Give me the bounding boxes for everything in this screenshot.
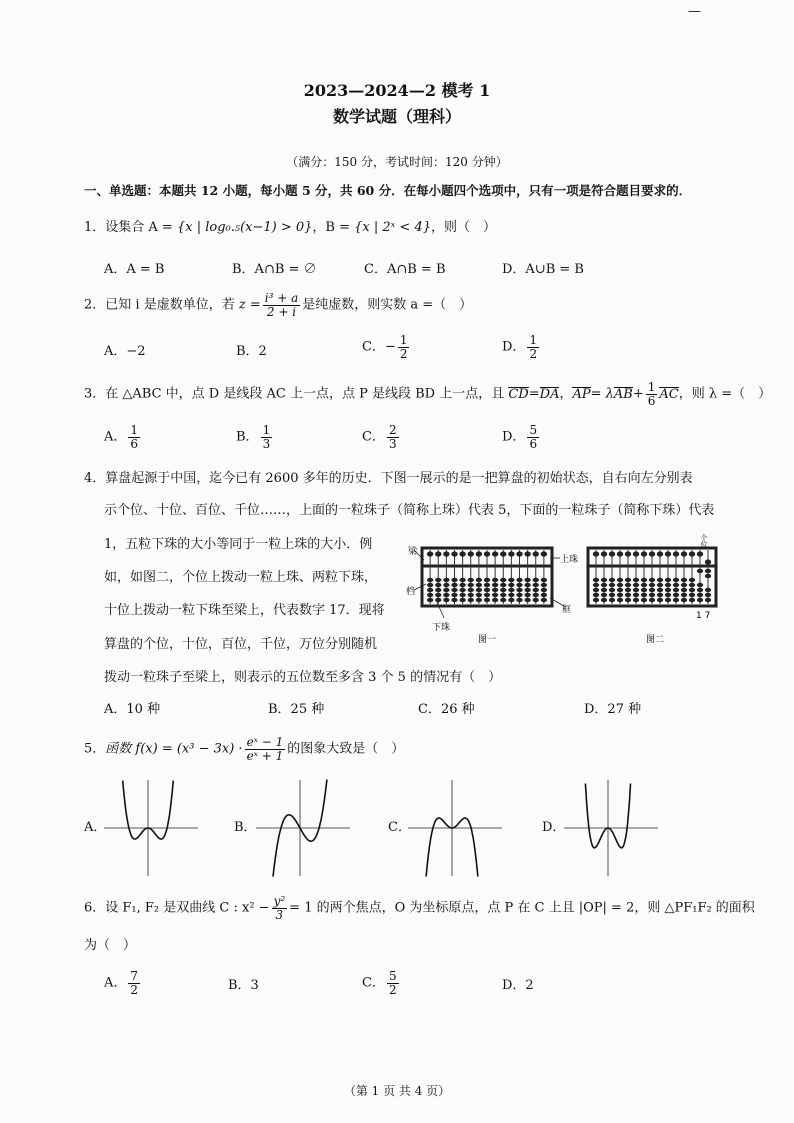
q2-option-d-label: D． [502,339,526,355]
abacus-lower-bead [665,598,671,602]
abacus-lower-bead [609,598,615,602]
abacus-figures [400,528,730,650]
abacus-upper-bead [451,551,457,556]
abacus-lower-bead [508,598,514,602]
abacus-lower-bead [697,593,703,597]
abacus-lower-bead [705,593,711,597]
abacus-lower-bead [705,569,711,573]
abacus-lower-bead [641,588,647,592]
q3-option-d-label: D． [502,429,526,445]
abacus-lower-bead [468,578,474,582]
abacus-lower-bead [657,578,663,582]
abacus-upper-bead [484,551,490,556]
abacus-lower-bead [609,583,615,587]
q6-stem-a: 设 F₁, F₂ 是双曲线 C : x² − [105,900,270,916]
abacus-lower-bead [435,578,441,582]
abacus-lower-bead [625,578,631,582]
abacus-lower-bead [601,588,607,592]
abacus-lower-bead [617,578,623,582]
abacus-lower-bead [641,598,647,602]
abacus-upper-bead [500,551,506,556]
q4-option-c[interactable]: C．26 种 [418,702,475,717]
abacus-lower-bead [541,583,547,587]
abacus-upper-bead [705,559,711,564]
q3-option-a[interactable] [104,424,142,450]
q2-option-c-num: 1 [399,333,408,347]
q6-stem-b: = 1 的两个焦点，O 为坐标原点，点 P 在 C 上且 |OP| = 2，则 △PF₁F₂ 的面积 [289,900,755,916]
abacus-lower-bead [541,593,547,597]
q3-option-b-label: B． [236,429,259,445]
abacus-lower-bead [533,578,539,582]
abacus-upper-bead [476,551,482,556]
abacus-lower-bead [427,578,433,582]
abacus-upper-bead [516,551,522,556]
q6-number: 6． [84,900,106,916]
abacus-lower-bead [451,588,457,592]
abacus-lower-bead [484,578,490,582]
abacus-lower-bead [427,598,433,602]
q1-set-a: {x | log₀.₅(x−1) > 0} [176,220,313,235]
abacus-lower-bead [641,593,647,597]
abacus-lower-bead [484,598,490,602]
q5-graph-c[interactable] [404,776,508,880]
q4-line4: 如，如图二，个位上拨动一粒上珠、两粒下珠， [104,570,378,585]
q4-line3: 1，五粒下珠的大小等同于一粒上珠的大小．例 [104,537,373,552]
abacus-lower-bead [673,583,679,587]
label-shangzhu: 上珠 [560,555,579,565]
q3-option-d-den: 6 [529,436,538,451]
abacus-lower-bead [468,598,474,602]
q6-option-c-num: 5 [388,969,397,983]
abacus-lower-bead [633,598,639,602]
abacus-lower-bead [617,598,623,602]
abacus-upper-bead [435,551,441,556]
abacus-lower-bead [468,588,474,592]
q3-option-a-den: 6 [130,436,139,451]
abacus-lower-bead [516,578,522,582]
abacus-lower-bead [657,588,663,592]
abacus-lower-bead [649,578,655,582]
q3-option-c-label: C． [362,429,385,445]
abacus-lower-bead [665,593,671,597]
abacus-lower-bead [649,593,655,597]
label-xiazhu: 下珠 [432,623,451,633]
abacus-lower-bead [681,598,687,602]
abacus-upper-bead [617,551,623,556]
q5-denominator: eˣ + 1 [246,748,284,763]
abacus-lower-bead [427,588,433,592]
abacus-lower-bead [500,593,506,597]
q5-numerator: eˣ − 1 [246,735,284,749]
abacus-lower-bead [681,583,687,587]
q2-denominator: 2 + i [266,304,297,319]
figure-1-caption: 图一 [478,635,497,645]
q6-frac-den: 3 [275,907,284,922]
q6-option-c[interactable] [362,970,401,996]
abacus-lower-bead [516,593,522,597]
abacus-lower-bead [697,583,703,587]
abacus-lower-bead [443,578,449,582]
abacus-lower-bead [641,578,647,582]
abacus-upper-bead [609,551,615,556]
abacus-lower-bead [617,583,623,587]
exam-subtitle: 数学试题（理科） [332,107,461,126]
label-gewei: 个位 [700,534,708,548]
abacus-lower-bead [516,588,522,592]
q3-sep: ， [559,386,573,402]
abacus-upper-bead [625,551,631,556]
q3-number: 3． [84,386,106,402]
q1-option-d[interactable]: D．A∪B = B [502,262,584,277]
q5-graph-a[interactable] [100,776,204,880]
abacus-lower-bead [593,583,599,587]
abacus-lower-bead [451,583,457,587]
abacus-upper-bead [533,551,539,556]
abacus-lower-bead [516,583,522,587]
q3-option-a-num: 1 [130,423,139,437]
q6-option-c-label: C． [362,975,385,991]
abacus-lower-bead [593,578,599,582]
abacus-lower-bead [476,583,482,587]
abacus-lower-bead [617,588,623,592]
abacus-upper-bead [673,551,679,556]
abacus-upper-bead [443,551,449,556]
q5-option-d-label[interactable]: D． [542,820,566,835]
abacus-lower-bead [524,578,530,582]
q6-frac-num: y² [273,894,286,908]
vector-da: DA [539,386,560,402]
abacus-upper-bead [657,551,663,556]
abacus-upper-bead [681,551,687,556]
abacus-lower-bead [649,583,655,587]
abacus-lower-bead [492,593,498,597]
q6-option-a-label: A． [104,975,127,991]
abacus-lower-bead [657,593,663,597]
abacus-lower-bead [484,583,490,587]
label-liang: 梁 [408,547,418,557]
abacus-lower-bead [492,583,498,587]
abacus-lower-bead [665,583,671,587]
q3-option-b-num: 1 [262,423,271,437]
q1-number: 1． [84,220,106,235]
vector-ab: AB [613,386,633,402]
abacus-lower-bead [524,588,530,592]
q5-stem-a: 函数 f(x) = (x³ − 3x) · [105,741,243,757]
q3-option-d-num: 5 [529,423,538,437]
abacus-lower-bead [625,593,631,597]
q2-option-c[interactable] [362,334,411,360]
figure-2-digits: 1 7 [696,611,711,621]
abacus-upper-bead [649,551,655,556]
abacus-lower-bead [524,593,530,597]
abacus-lower-bead [459,593,465,597]
abacus-lower-bead [500,578,506,582]
label-dang: 档 [406,587,416,597]
q2-option-b[interactable]: B．2 [236,344,267,359]
abacus-lower-bead [459,578,465,582]
abacus-lower-bead [459,583,465,587]
q1-option-b[interactable]: B．A∩B = ∅ [232,262,317,277]
q1-stem-b: ，B = [312,220,351,235]
abacus-lower-bead [641,583,647,587]
abacus-upper-bead [427,551,433,556]
exam-info: （满分：150 分，考试时间：120 分钟） [286,155,508,169]
abacus-lower-bead [665,578,671,582]
q5-option-a-label[interactable]: A． [84,820,107,835]
abacus-lower-bead [508,588,514,592]
abacus-lower-bead [649,598,655,602]
abacus-lower-bead [500,583,506,587]
q2-option-a[interactable]: A．−2 [104,344,146,359]
q5-graph-b[interactable] [252,776,356,880]
vector-ap: AP [572,386,591,402]
abacus-lower-bead [516,598,522,602]
q2-option-c-label: C．− [362,339,396,355]
question-1-stem [84,220,496,236]
abacus-lower-bead [541,578,547,582]
abacus-lower-bead [524,598,530,602]
abacus-lower-bead [459,588,465,592]
abacus-lower-bead [697,598,703,602]
abacus-lower-bead [427,593,433,597]
abacus-lower-bead [435,583,441,587]
q1-stem-c: ，则（ ） [431,220,497,235]
q3-option-c-den: 3 [388,436,397,451]
abacus-lower-bead [476,588,482,592]
q3-option-c-num: 2 [388,423,397,437]
abacus-lower-bead [451,598,457,602]
q6-option-a[interactable] [104,970,142,996]
q4-option-a[interactable]: A．10 种 [104,702,161,717]
question-6-stem [84,895,755,921]
abacus-lower-bead [476,598,482,602]
question-5-stem [84,736,404,762]
abacus-lower-bead [681,588,687,592]
abacus-upper-bead [689,551,695,556]
abacus-lower-bead [601,598,607,602]
q1-option-c[interactable]: C．A∩B = B [364,262,446,277]
abacus-lower-bead [541,588,547,592]
abacus-lower-bead [633,593,639,597]
figure-2-caption: 图二 [646,635,665,645]
abacus-figure-1 [406,545,578,645]
q3-plus: + [632,386,644,402]
abacus-lower-bead [625,588,631,592]
abacus-lower-bead [633,583,639,587]
abacus-lower-bead [468,583,474,587]
abacus-lower-bead [673,578,679,582]
q6-option-b[interactable]: B．3 [228,978,259,993]
abacus-lower-bead [451,578,457,582]
abacus-lower-bead [443,588,449,592]
abacus-lower-bead [593,598,599,602]
q3-option-c[interactable] [362,424,401,450]
q4-line2: 示个位、十位、百位、千位……，上面的一粒珠子（简称上珠）代表 5，下面的一粒珠子（简称下珠）代表 [104,503,715,518]
abacus-lower-bead [533,598,539,602]
abacus-lower-bead [689,583,695,587]
q2-number: 2． [84,297,106,313]
abacus-lower-bead [689,588,695,592]
abacus-lower-bead [673,588,679,592]
q3-stem-a: 在 △ABC 中，点 D 是线段 AC 上一点，点 P 是线段 BD 上一点，且 [105,386,505,402]
abacus-lower-bead [609,578,615,582]
abacus-upper-bead [601,551,607,556]
abacus-lower-bead [689,598,695,602]
abacus-lower-bead [541,598,547,602]
abacus-upper-bead [641,551,647,556]
vector-ac: AC [659,386,679,402]
abacus-lower-bead [633,578,639,582]
abacus-lower-bead [476,593,482,597]
q2-stem-b: 是纯虚数，则实数 a =（ ） [302,297,473,313]
abacus-lower-bead [484,593,490,597]
abacus-lower-bead [649,588,655,592]
abacus-lower-bead [593,588,599,592]
q5-option-c-label[interactable]: C． [388,820,411,835]
q2-option-d-num: 1 [529,333,538,347]
q3-eq1: = [528,386,540,402]
abacus-lower-bead [601,593,607,597]
abacus-lower-bead [657,583,663,587]
q2-option-d[interactable] [502,334,541,360]
q6-option-a-num: 7 [130,969,139,983]
abacus-lower-bead [508,578,514,582]
abacus-lower-bead [492,588,498,592]
q4-line7: 拨动一粒珠子至梁上，则表示的五位数至多含 3 个 5 的情况有（ ） [104,670,502,685]
abacus-upper-bead [633,551,639,556]
abacus-upper-bead [665,551,671,556]
abacus-lower-bead [697,569,703,573]
abacus-lower-bead [508,593,514,597]
q3-stem-b: ，则 λ =（ ） [678,386,772,402]
abacus-lower-bead [435,593,441,597]
abacus-lower-bead [508,583,514,587]
q2-numerator: i³ + a [264,291,299,305]
q2-z: z = [238,297,261,313]
abacus-lower-bead [609,588,615,592]
abacus-lower-bead [533,583,539,587]
vector-cd: CD [508,386,529,402]
abacus-lower-bead [593,593,599,597]
abacus-lower-bead [657,598,663,602]
q4-line5: 十位上拨动一粒下珠至梁上，代表数字 17．现将 [104,603,385,618]
abacus-lower-bead [697,588,703,592]
abacus-lower-bead [492,598,498,602]
q3-option-a-label: A． [104,429,127,445]
abacus-upper-bead [524,551,530,556]
abacus-lower-bead [609,593,615,597]
abacus-lower-bead [681,593,687,597]
q1-stem-a: 设集合 A = [105,220,173,235]
q6-option-c-den: 2 [388,982,397,997]
abacus-lower-bead [500,588,506,592]
abacus-lower-bead [633,588,639,592]
corner-mark: — [688,4,701,19]
q4-line1: 4．算盘起源于中国，迄今已有 2600 多年的历史．下图一展示的是一把算盘的初始状态，自右向左分别表 [84,471,693,486]
label-kuang: 框 [562,605,572,615]
abacus-lower-bead [601,578,607,582]
q3-frac-num: 1 [647,380,656,394]
abacus-lower-bead [705,598,711,602]
q6-option-a-den: 2 [130,982,139,997]
abacus-lower-bead [427,583,433,587]
abacus-lower-bead [689,593,695,597]
abacus-lower-bead [617,593,623,597]
abacus-lower-bead [625,598,631,602]
q5-graph-d[interactable] [560,776,664,880]
abacus-upper-bead [697,551,703,556]
q5-option-b-label[interactable]: B． [234,820,257,835]
q3-option-d[interactable] [502,424,541,450]
abacus-upper-bead [468,551,474,556]
abacus-lower-bead [601,583,607,587]
abacus-lower-bead [673,598,679,602]
abacus-lower-bead [665,588,671,592]
q6-option-d[interactable]: D．2 [502,978,534,993]
abacus-upper-bead [541,551,547,556]
abacus-lower-bead [484,588,490,592]
page-footer: （第 1 页 共 4 页） [343,1084,451,1098]
question-2-stem [84,292,472,318]
q2-stem-a: 已知 i 是虚数单位，若 [105,297,235,313]
abacus-upper-bead [593,551,599,556]
abacus-lower-bead [673,593,679,597]
abacus-lower-bead [435,588,441,592]
abacus-lower-bead [451,593,457,597]
q4-line6: 算盘的个位，十位，百位，千位，万位分别随机 [104,637,378,652]
abacus-lower-bead [443,598,449,602]
abacus-lower-bead [476,578,482,582]
q3-option-b-den: 3 [262,436,271,451]
abacus-upper-bead [459,551,465,556]
q4-option-b[interactable]: B．25 种 [268,702,325,717]
question-3-stem [84,381,771,407]
abacus-lower-bead [533,588,539,592]
abacus-lower-bead [492,578,498,582]
abacus-upper-bead [508,551,514,556]
abacus-lower-bead [500,598,506,602]
abacus-lower-bead [681,578,687,582]
abacus-lower-bead [689,578,695,582]
abacus-lower-bead [459,598,465,602]
abacus-lower-bead [533,593,539,597]
q2-option-d-den: 2 [529,346,538,361]
abacus-figure-2 [588,533,716,645]
q1-option-a[interactable]: A．A = B [104,262,165,277]
q4-option-d[interactable]: D．27 种 [584,702,642,717]
abacus-lower-bead [468,593,474,597]
exam-title: 2023—2024—2 模考 1 [303,81,491,100]
section-heading: 一、单选题：本题共 12 小题，每小题 5 分，共 60 分．在每小题四个选项中，只有一项是符合题目要求的． [84,183,692,198]
abacus-lower-bead [443,593,449,597]
q5-number: 5． [84,741,106,757]
abacus-lower-bead [524,583,530,587]
q6-line2: 为（ ） [84,938,137,953]
abacus-upper-bead [492,551,498,556]
q3-frac-den: 6 [647,393,656,408]
q3-option-b[interactable] [236,424,274,450]
abacus-lower-bead [705,588,711,592]
abacus-lower-bead [443,583,449,587]
abacus-lower-bead [625,583,631,587]
q5-stem-b: 的图象大致是（ ） [287,741,405,757]
q3-eq2: = λ [590,386,614,402]
q2-option-c-den: 2 [399,346,408,361]
q1-set-b: {x | 2ˣ < 4} [354,220,431,235]
abacus-lower-bead [705,574,711,578]
